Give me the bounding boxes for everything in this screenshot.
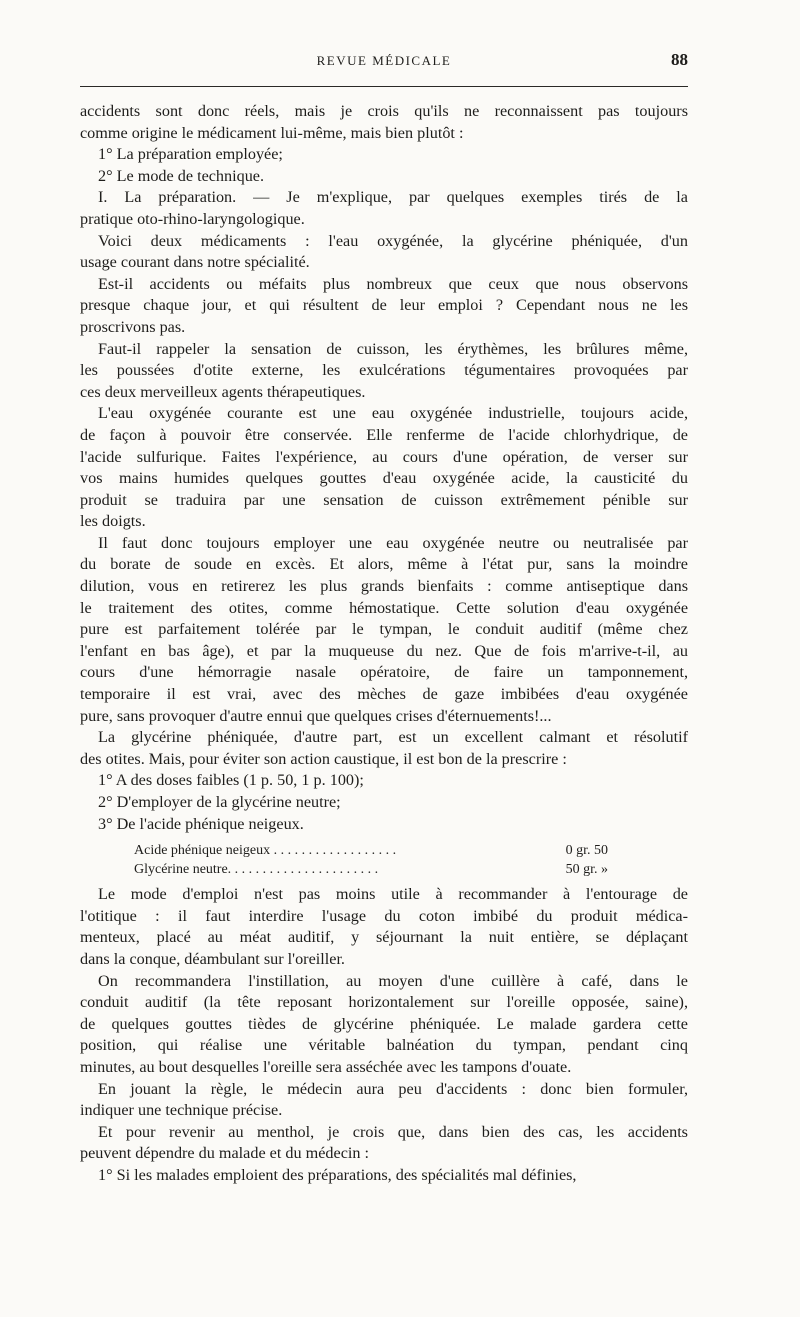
paragraph [80,1079,688,1122]
paragraph [80,339,688,404]
paragraph [80,727,688,770]
text-line: Le mode d'emploi n'est pas moins utile à recommander à l'entourage de [98,885,688,904]
text-line: du borate de soude en excès. Et alors, même à l'état pur, sans la moindre [80,555,688,574]
text-line: peuvent dépendre du malade et du médecin : [80,1144,370,1163]
text-line: pratique oto-rhino-laryngologique. [80,209,305,228]
text-line: position, qui réalise une véritable balnéation du tympan, pendant cinq [80,1036,688,1055]
text-line: Et pour revenir au menthol, je crois que, dans bien des cas, les accidents [98,1122,688,1141]
text-line: Est-il accidents ou méfaits plus nombreux que ceux que nous observons [98,274,688,293]
text-line: accidents sont donc réels, mais je crois qu'ils ne reconnaissent pas toujours [80,102,688,120]
text-line: Il faut donc toujours employer une eau oxygénée neutre ou neutralisée par [98,533,688,552]
formula-row [80,860,688,879]
running-title: REVUE MÉDICALE [316,53,452,68]
paragraph [80,814,688,836]
paragraph [80,770,688,792]
text-line: menteux, placé au méat auditif, y séjournant la nuit entière, se déplaçant [80,928,688,947]
text-line: L'eau oxygénée courante est une eau oxygénée industrielle, toujours acide, [98,404,688,423]
paragraph [80,274,688,339]
formula-ingredient: Acide phénique neigeux . . . . . . . . . . . . . . . . . . [134,843,397,859]
page-number: 88 [671,50,688,69]
text-line: 3° De l'acide phénique neigeux. [98,814,304,833]
text-line: pure est parfaitement tolérée par le tympan, le conduit auditif (même chez [80,620,688,639]
paragraph [80,1122,688,1165]
text-line: l'otitique : il faut interdire l'usage du coton imbibé du produit médica- [80,906,688,925]
text-line: indiquer une technique précise. [80,1101,283,1120]
paragraph [80,231,688,274]
text-line: ces deux merveilleux agents thérapeutiques. [80,382,366,401]
paragraph [80,187,688,230]
text-line: 1° La préparation employée; [98,145,283,164]
text-line: vos mains humides quelques gouttes d'eau oxygénée acide, la causticité du [80,469,688,488]
paragraph [80,884,688,970]
text-line: comme origine le médicament lui-même, mais bien plutôt : [80,123,464,142]
text-line: produit se traduira par une sensation de cuisson extrêmement pénible sur [80,490,688,509]
text-line: La glycérine phéniquée, d'autre part, est un excellent calmant et résolutif [98,728,688,747]
text-line: 2° D'employer de la glycérine neutre; [98,793,341,811]
text-line: les poussées d'otite externe, les exulcérations tégumentaires provoquées par [80,361,688,380]
text-line: Faut-il rappeler la sensation de cuisson, les érythèmes, les brûlures même, [98,339,688,358]
text-line: On recommandera l'instillation, au moyen d'une cuillère à café, dans le [98,971,688,990]
text-line: pure, sans provoquer d'autre ennui que quelques crises d'éternuements!... [80,706,552,725]
text-line: de quelques gouttes tièdes de glycérine phéniquée. Le malade gardera cette [80,1014,688,1033]
text-line: l'enfant en bas âge), et par la muqueuse du nez. Que de fois m'arrive-t-il, au [80,641,688,660]
text-line: dilution, vous en retirerez les plus grands bienfaits : comme antiseptique dans [80,577,688,596]
text-line: le traitement des otites, comme hémostatique. Cette solution d'eau oxygénée [80,598,688,617]
paragraph [80,533,688,727]
text-line: les doigts. [80,512,146,531]
paragraph [80,1165,688,1187]
body-text [80,101,688,1187]
formula-ingredient: Glycérine neutre. . . . . . . . . . . . . . . . . . . . . . [134,862,379,878]
page-header [80,50,688,84]
text-line: Voici deux médicaments : l'eau oxygénée, la glycérine phéniquée, d'un [98,231,688,250]
text-line: dans la conque, déambulant sur l'oreiller. [80,949,345,968]
text-line: 2° Le mode de technique. [98,166,265,185]
text-line: En jouant la règle, le médecin aura peu d'accidents : donc bien formuler, [98,1079,688,1098]
formula-table [80,841,688,879]
text-line: de façon à pouvoir être conservée. Elle renferme de l'acide chlorhydrique, de [80,425,688,444]
text-line: minutes, au bout desquelles l'oreille sera asséchée avec les tampons d'ouate. [80,1057,572,1076]
formula-quantity: 50 gr. » [565,862,608,878]
paragraph [80,166,688,188]
text-line: cours d'une hémorragie nasale opératoire, de faire un tamponnement, [80,663,688,682]
paragraph [80,971,688,1079]
paragraph [80,144,688,166]
text-line: temporaire il est vrai, avec des mèches de gaze imbibées d'eau oxygénée [80,685,688,704]
text-line: I. La préparation. — Je m'explique, par quelques exemples tirés de la [98,188,688,207]
text-line: usage courant dans notre spécialité. [80,253,310,272]
text-line: des otites. Mais, pour éviter son action caustique, il est bon de la prescrire : [80,749,567,768]
paragraph [80,403,688,533]
formula-quantity: 0 gr. 50 [565,843,608,859]
text-line: l'acide sulfurique. Faites l'expérience, au cours d'une opération, de verser sur [80,447,688,466]
paragraph [80,792,688,814]
paragraph [80,101,688,144]
text-line: 1° A des doses faibles (1 p. 50, 1 p. 100); [98,771,364,790]
formula-row [80,841,688,860]
text-line: 1° Si les malades emploient des préparations, des spécialités mal définies, [98,1165,577,1184]
header-rule [80,86,688,87]
text-line: proscrivons pas. [80,317,186,336]
text-line: presque chaque jour, et qui résultent de leur emploi ? Cependant nous ne les [80,296,688,315]
text-line: conduit auditif (la tête reposant horizontalement sur l'oreille opposée, saine), [80,993,688,1012]
